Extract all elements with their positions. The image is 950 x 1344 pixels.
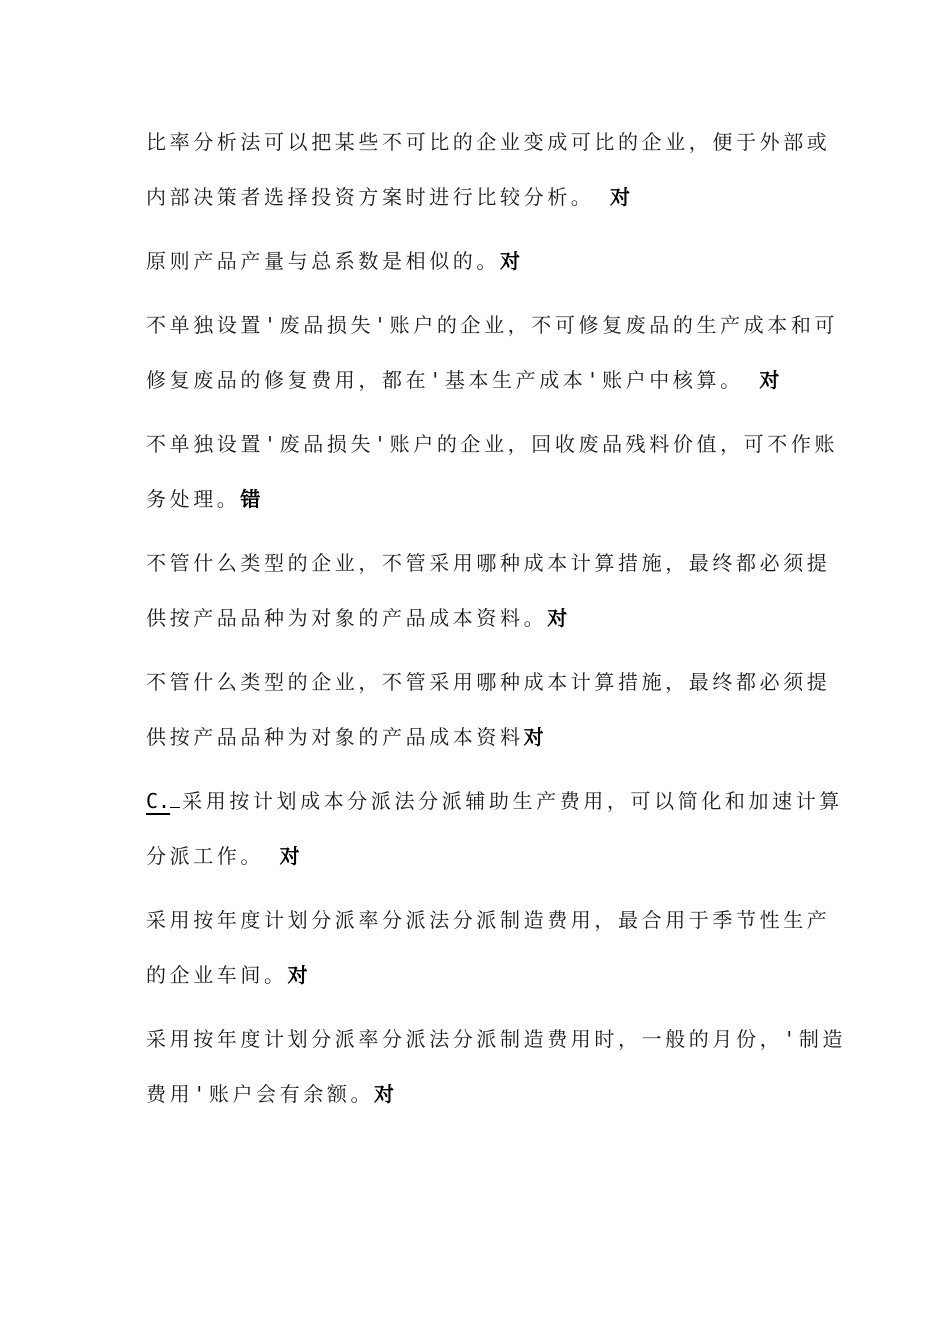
question-text-line: 务处理。错 [146,487,261,511]
answer-mark: 对 [374,1082,395,1106]
answer-mark: 对 [500,249,520,273]
prefix-underline [170,783,180,808]
question-item-9 [146,1019,847,1114]
document-page [146,122,847,1138]
answer-mark: 错 [240,487,261,511]
question-item-2 [146,241,810,281]
question-text-line: 内部决策者选择投资方案时进行比较分析。 对 [146,185,631,209]
question-text-line: 的企业车间。对 [146,963,308,987]
question-text-line: 采用按年度计划分派率分派法分派制造费用，最合用于季节性生产 [146,908,831,932]
question-text-line: 供按产品品种为对象的产品成本资料对 [146,725,544,749]
question-text-line: 分派工作。 对 [146,844,300,868]
question-text-line: 修复废品的修复费用，都在'基本生产成本'账户中核算。 对 [146,368,780,392]
answer-mark: 对 [279,844,300,868]
answer-mark: 对 [287,963,308,987]
question-item-5 [146,543,831,638]
answer-mark: 对 [523,725,544,749]
question-text-line: 不管什么类型的企业，不管采用哪种成本计算措施，最终都必须提 [146,670,831,694]
question-text-line: 不管什么类型的企业，不管采用哪种成本计算措施，最终都必须提 [146,551,831,575]
question-item-4 [146,424,839,519]
question-item-1 [146,122,831,217]
question-text-line: 供按产品品种为对象的产品成本资料。对 [146,606,568,630]
option-prefix: C. [146,789,171,813]
question-item-7 [146,781,843,876]
question-item-3 [146,305,839,400]
question-text-line: 费用'账户会有余额。对 [146,1082,395,1106]
answer-mark: 对 [759,368,780,392]
question-text-line: 原则产品产量与总系数是相似的。对 [146,249,520,273]
answer-mark: 对 [610,185,631,209]
question-item-8 [146,900,831,995]
answer-mark: 对 [547,606,568,630]
question-item-6 [146,662,831,757]
question-text-line: 比率分析法可以把某些不可比的企业变成可比的企业，便于外部或 [146,130,831,154]
question-text-line: 不单独设置'废品损失'账户的企业，回收废品残料价值，可不作账 [146,432,839,456]
question-text-line: 采用按年度计划分派率分派法分派制造费用时，一般的月份，'制造 [146,1027,847,1051]
question-text-line: 不单独设置'废品损失'账户的企业，不可修复废品的生产成本和可 [146,313,839,337]
question-text-line: C. 采用按计划成本分派法分派辅助生产费用，可以简化和加速计算 [146,781,810,821]
